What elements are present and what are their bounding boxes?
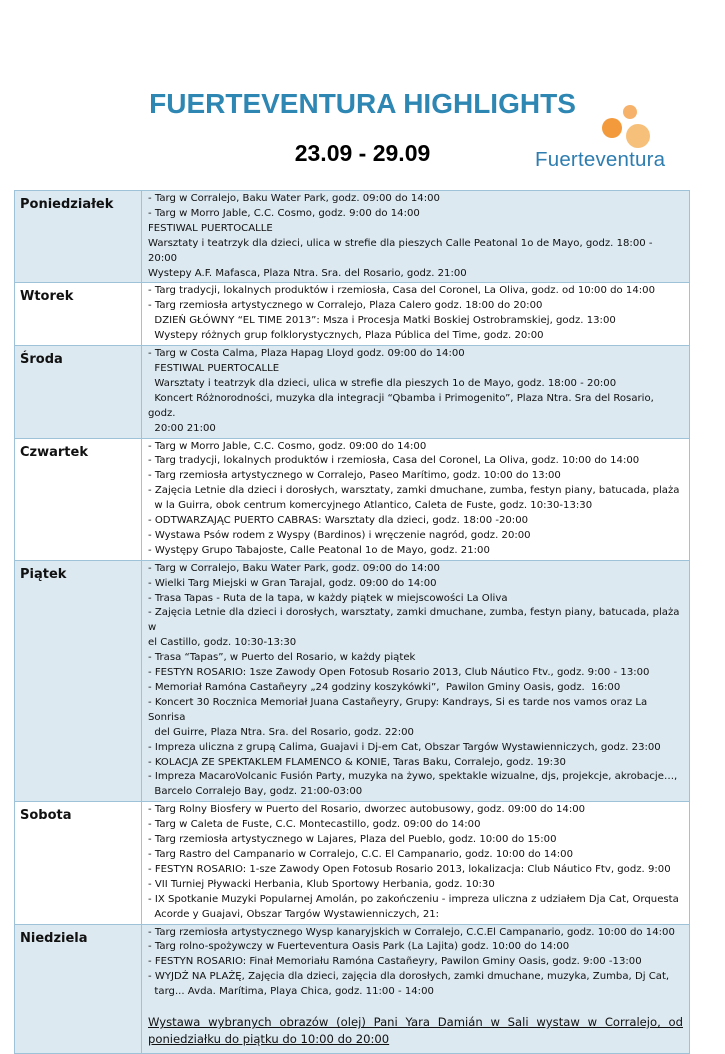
event-line: w la Guirra, obok centrum komercyjnego Atlantico, Caleta de Fuste, godz. 10:30-13:30: [148, 500, 593, 512]
event-line: el Castillo, godz. 10:30-13:30: [148, 637, 297, 649]
event-line: - Targ w Corralejo, Baku Water Park, godz. 09:00 do 14:00: [148, 562, 440, 574]
event-line: 20:00 21:00: [148, 422, 216, 434]
event-line: - Koncert 30 Rocznica Memoriał Juana Castañeyry, Grupy: Kandrays, Si es tarde nos vamos oraz La Sonrisa: [148, 696, 651, 723]
event-line: - Targ rolno-spożywczy w Fuerteventura Oasis Park (La Lajita) godz. 10:00 do 14:00: [148, 941, 570, 953]
day-label: Piątek: [15, 560, 142, 802]
event-line: - IX Spotkanie Muzyki Popularnej Amolán, po zakończeniu - impreza uliczna z udziałem Dja Cat, Orquesta: [148, 893, 679, 905]
event-line: - Impreza MacaroVolcanic Fusión Party, muzyka na żywo, spektakle wizualne, djs, projekcje, akrobacje…,: [148, 771, 678, 783]
event-line: - Targ w Corralejo, Baku Water Park, godz. 09:00 do 14:00: [148, 193, 440, 204]
event-line: Barcelo Corralejo Bay, godz. 21:00-03:00: [148, 786, 363, 798]
day-label: Poniedziałek: [15, 191, 142, 283]
day-events: [142, 802, 690, 924]
date-range: 23.09 - 29.09: [294, 140, 431, 166]
schedule-table: [14, 190, 690, 1054]
event-line: - Trasa Tapas - Ruta de la tapa, w każdy piątek w miejscowości La Oliva: [148, 592, 508, 604]
event-line: - Targ w Morro Jable, C.C. Cosmo, godz. 9:00 do 14:00: [148, 207, 420, 219]
event-line: FESTIWAL PUERTOCALLE: [148, 222, 273, 234]
event-line: targ... Avda. Marítima, Playa Chica, godz. 11:00 - 14:00: [148, 986, 434, 998]
event-line: FESTIWAL PUERTOCALLE: [148, 362, 280, 374]
event-line: - Wielki Targ Miejski w Gran Tarajal, godz. 09:00 do 14:00: [148, 577, 437, 589]
day-label: Wtorek: [15, 283, 142, 346]
event-line: Warsztaty i teatrzyk dla dzieci, ulica w strefie dla pieszych 1o de Mayo, godz. 18:00 - 20:00: [148, 377, 617, 389]
schedule-row-czwartek: [15, 438, 690, 560]
event-line: - Występy Grupo Tabajoste, Calle Peatonal 1o de Mayo, godz. 21:00: [148, 544, 490, 556]
day-events: [142, 924, 690, 1054]
day-label: Czwartek: [15, 438, 142, 560]
event-line: - Targ rzemiosła artystycznego w Lajares, Plaza del Pueblo, godz. 10:00 do 15:00: [148, 834, 557, 846]
event-line: - Targ rzemiosła artystycznego w Corralejo, Plaza Calero godz. 18:00 do 20:00: [148, 300, 543, 312]
event-line: Wystepy różnych grup folklorystycznych, Plaza Pública del Time, godz. 20:00: [148, 330, 544, 342]
exhibition-note: Wystawa wybranych obrazów (olej) Pani Yara Damián w Sali wystaw w Corralejo, od poniedziałku do piątku do 10:00 do 20:00: [148, 1015, 683, 1047]
event-line: - Targ w Costa Calma, Plaza Hapag Lloyd godz. 09:00 do 14:00: [148, 348, 465, 360]
schedule-row-wtorek: [15, 283, 690, 346]
event-line: DZIEŃ GŁÓWNY “EL TIME 2013”: Msza i Procesja Matki Boskiej Ostrobramskiej, godz. 13:00: [148, 315, 616, 327]
schedule-row-poniedzialek: [15, 191, 690, 283]
event-line: Warsztaty i teatrzyk dla dzieci, ulica w strefie dla pieszych Calle Peatonal 1o de Mayo, godz. 18:00 - 20:00: [148, 237, 656, 264]
logo-dots-icon: [590, 104, 670, 152]
event-line: - Targ Rastro del Campanario w Corralejo, C.C. El Campanario, godz. 10:00 do 14:00: [148, 848, 574, 860]
event-line: - Targ rzemiosła artystycznego Wysp kanaryjskich w Corralejo, C.C.El Campanario, godz. 10:00 do 14:00: [148, 926, 675, 938]
event-line: - Targ w Caleta de Fuste, C.C. Montecastillo, godz. 09:00 do 14:00: [148, 819, 481, 831]
logo-text: Fuerteventura: [535, 148, 666, 171]
day-events: [142, 191, 690, 283]
event-line: - Impreza uliczna z grupą Calima, Guajavi i Dj-em Cat, Obszar Targów Wystawienniczych, godz. 23:00: [148, 741, 661, 753]
event-line: - Zajęcia Letnie dla dzieci i dorosłych, warsztaty, zamki dmuchane, zumba, festyn piany, batucada, plaża w: [148, 607, 683, 634]
day-label: Środa: [15, 346, 142, 438]
day-label: Niedziela: [15, 924, 142, 1054]
day-events: [142, 438, 690, 560]
event-line: - Trasa “Tapas”, w Puerto del Rosario, w każdy piątek: [148, 652, 416, 664]
event-line: - VII Turniej Pływacki Herbania, Klub Sportowy Herbania, godz. 10:30: [148, 878, 495, 890]
page-title: FUERTEVENTURA HIGHLIGHTS: [149, 88, 576, 119]
schedule-row-sroda: [15, 346, 690, 438]
event-line: - Targ Rolny Biosfery w Puerto del Rosario, dworzec autobusowy, godz. 09:00 do 14:00: [148, 804, 586, 816]
schedule-row-niedziela: [15, 924, 690, 1054]
event-line: - KOLACJA ZE SPEKTAKLEM FLAMENCO & KONIE, Taras Baku, Corralejo, godz. 19:30: [148, 756, 566, 768]
day-events: [142, 560, 690, 802]
event-line: Acorde y Guajavi, Obszar Targów Wystawienniczych, 21:: [148, 908, 440, 920]
event-line: - WYJDŹ NA PLAŻĘ, Zajęcia dla dzieci, zajęcia dla dorosłych, zamki dmuchane, muzyka, Zumba, Dj Cat,: [148, 971, 670, 983]
event-line: - Zajęcia Letnie dla dzieci i dorosłych, warsztaty, zamki dmuchane, zumba, festyn piany, batucada, plaża: [148, 485, 680, 497]
event-line: - Wystawa Psów rodem z Wyspy (Bardinos) i wręczenie nagród, godz. 20:00: [148, 529, 531, 541]
event-line: - Memoriał Ramóna Castañeyry „24 godziny koszykówki”, Pawilon Gminy Oasis, godz. 16:00: [148, 682, 621, 693]
event-line: - Targ tradycji, lokalnych produktów i rzemiosła, Casa del Coronel, La Oliva, godz. 10:00 do 14:00: [148, 455, 640, 467]
event-line: - FESTYN ROSARIO: 1sze Zawody Open Fotosub Rosario 2013, Club Náutico Ftv., godz. 9:00 - 13:00: [148, 667, 650, 679]
event-line: Koncert Różnorodności, muzyka dla integracji “Qbamba i Primogenito”, Plaza Ntra. Sra del Rosario, godz.: [148, 392, 658, 419]
event-line: del Guirre, Plaza Ntra. Sra. del Rosario, godz. 22:00: [148, 726, 414, 738]
event-line: - FESTYN ROSARIO: Finał Memoriału Ramóna Castañeyry, Pawilon Gminy Oasis, godz. 9:00 -13:00: [148, 956, 642, 968]
event-line: - Targ tradycji, lokalnych produktów i rzemiosła, Casa del Coronel, La Oliva, godz. od 10:00 do 14:00: [148, 285, 655, 297]
day-events: [142, 283, 690, 346]
fuerteventura-logo: [535, 104, 690, 176]
schedule-row-piatek: [15, 560, 690, 802]
event-line: - Targ w Morro Jable, C.C. Cosmo, godz. 09:00 do 14:00: [148, 440, 427, 452]
event-line: Wystepy A.F. Mafasca, Plaza Ntra. Sra. del Rosario, godz. 21:00: [148, 267, 467, 279]
event-line: - Targ rzemiosła artystycznego w Corralejo, Paseo Marítimo, godz. 10:00 do 13:00: [148, 470, 561, 482]
schedule-row-sobota: [15, 802, 690, 924]
event-line: - ODTWARZAJĄC PUERTO CABRAS: Warsztaty dla dzieci, godz. 18:00 -20:00: [148, 515, 529, 527]
event-line: - FESTYN ROSARIO: 1-sze Zawody Open Fotosub Rosario 2013, lokalizacja: Club Náutico Ftv, godz. 9:00: [148, 863, 671, 875]
day-events: [142, 346, 690, 438]
day-label: Sobota: [15, 802, 142, 924]
